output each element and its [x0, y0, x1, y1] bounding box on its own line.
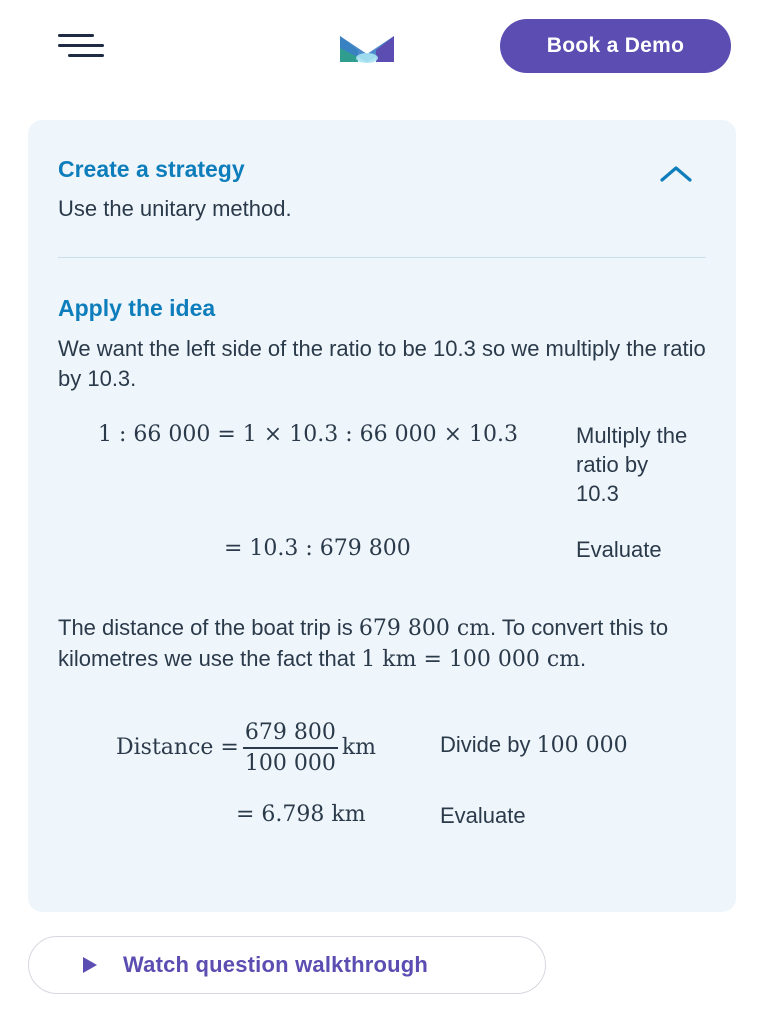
- ratio-result: = 10.3 : 679 800: [224, 536, 411, 561]
- play-icon: [81, 955, 99, 975]
- section-divider: [58, 257, 706, 258]
- strategy-text: Use the unitary method.: [58, 196, 292, 221]
- distance-unit: km: [341, 735, 377, 761]
- apply-heading: Apply the idea: [58, 295, 216, 321]
- ratio-result-note: Evaluate: [576, 537, 662, 562]
- top-bar: [0, 0, 768, 100]
- distance-equation: [116, 720, 376, 776]
- chevron-up-icon[interactable]: [658, 160, 694, 184]
- distance-fraction: [243, 720, 338, 776]
- fraction-denominator: 100 000: [244, 750, 336, 776]
- distance-paragraph: [58, 613, 708, 675]
- distance-result-note: Evaluate: [440, 803, 526, 828]
- hamburger-menu-icon[interactable]: [58, 30, 106, 62]
- brand-logo-icon[interactable]: [338, 28, 396, 64]
- divide-by-value: 100 000: [536, 733, 628, 758]
- solution-card: [28, 120, 736, 912]
- watch-walkthrough-label: Watch question walkthrough: [123, 952, 429, 977]
- book-demo-button[interactable]: Book a Demo: [500, 19, 731, 73]
- distance-text-1: The distance of the boat trip is: [58, 615, 353, 640]
- apply-intro: We want the left side of the ratio to be 10.3 so we multiply the ratio by 10.3.: [58, 336, 706, 391]
- distance-equation-note: [440, 730, 628, 760]
- distance-result: = 6.798 km: [236, 802, 366, 827]
- divide-by-label: Divide by: [440, 732, 531, 757]
- strategy-heading: Create a strategy: [58, 156, 245, 182]
- fraction-numerator: 679 800: [244, 720, 336, 745]
- distance-lhs: Distance =: [116, 735, 239, 761]
- ratio-equation: 1 : 66 000 = 1 × 10.3 : 66 000 × 10.3: [98, 422, 518, 447]
- distance-text-2: . To convert this to kilometres we use the fact that: [58, 615, 669, 671]
- conversion-end: .: [580, 646, 587, 671]
- watch-walkthrough-button[interactable]: [28, 936, 546, 994]
- conversion-fact: 1 km = 100 000 cm: [361, 647, 581, 672]
- distance-value: 679 800 cm: [358, 616, 491, 641]
- ratio-equation-note: Multiply the ratio by 10.3: [576, 423, 688, 506]
